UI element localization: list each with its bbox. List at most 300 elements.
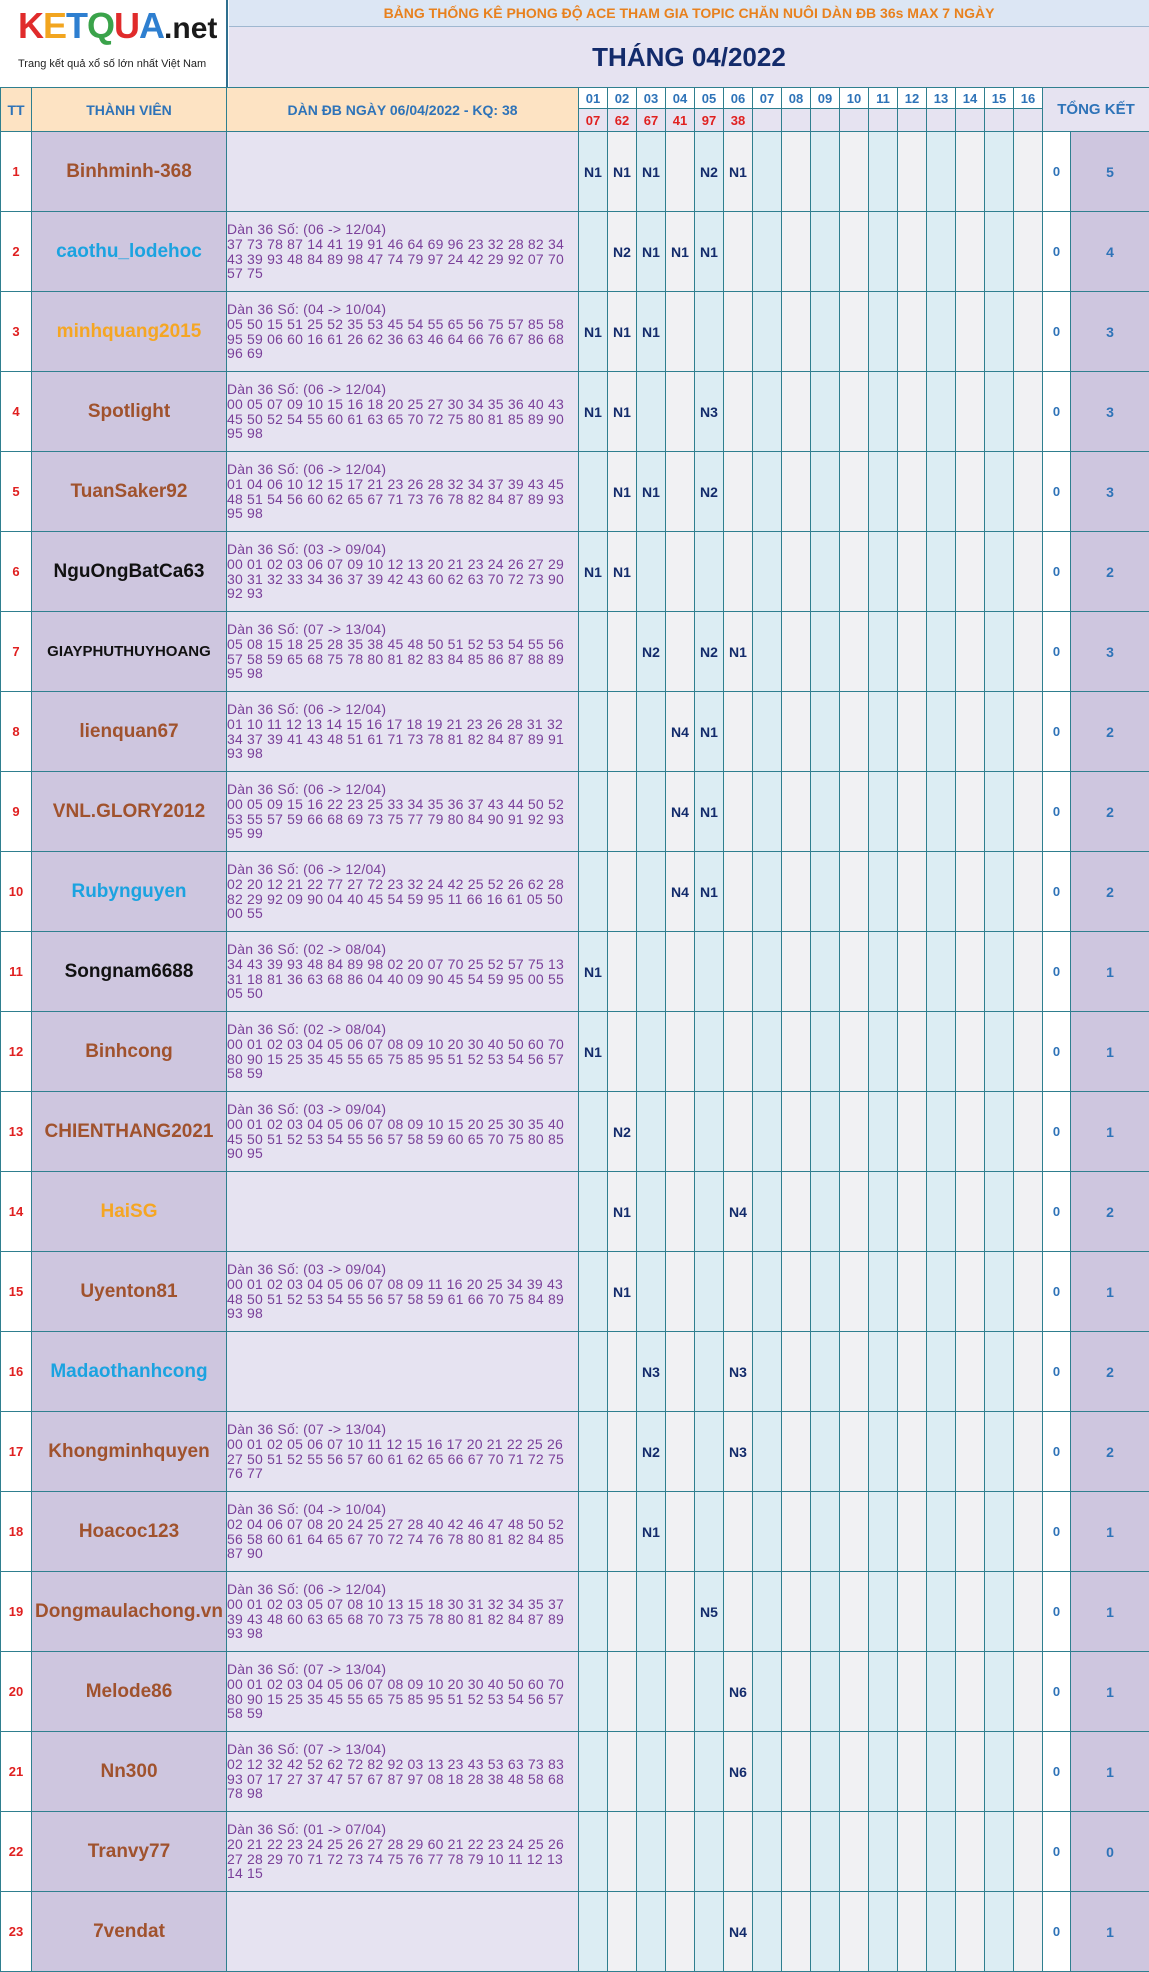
day-mark	[637, 1732, 666, 1812]
day-mark	[898, 1412, 927, 1492]
day-mark	[724, 932, 753, 1012]
day-mark: N1	[608, 292, 637, 372]
member-name[interactable]: caothu_lodehoc	[32, 212, 227, 292]
dan-cell	[227, 292, 579, 372]
dan-cell	[227, 1732, 579, 1812]
table-row	[1, 1492, 1149, 1572]
day-mark	[840, 1012, 869, 1092]
dan-heading: Dàn 36 Số: (07 -> 13/04)	[227, 621, 387, 638]
day-mark	[782, 1332, 811, 1412]
day-mark	[869, 772, 898, 852]
day-mark: N1	[695, 692, 724, 772]
table-row	[1, 132, 1149, 212]
day-mark: N1	[695, 212, 724, 292]
day-mark	[869, 532, 898, 612]
day-mark	[695, 1732, 724, 1812]
dan-heading: Dàn 36 Số: (02 -> 08/04)	[227, 1021, 387, 1038]
day-mark	[869, 1732, 898, 1812]
dan-cell	[227, 1812, 579, 1892]
day-mark	[637, 1092, 666, 1172]
day-mark	[782, 1492, 811, 1572]
stats-table	[0, 87, 1149, 1972]
member-name[interactable]: GIAYPHUTHUYHOANG	[32, 612, 227, 692]
header-day: 02	[608, 88, 637, 109]
dan-heading: Dàn 36 Số: (06 -> 12/04)	[227, 1581, 387, 1598]
day-mark	[753, 452, 782, 532]
day-mark	[869, 1012, 898, 1092]
day-mark: N1	[608, 1172, 637, 1252]
day-mark	[753, 1732, 782, 1812]
day-mark	[956, 772, 985, 852]
day-mark	[695, 1652, 724, 1732]
day-mark	[579, 1732, 608, 1812]
day-mark	[927, 1012, 956, 1092]
dan-heading: Dàn 36 Số: (04 -> 10/04)	[227, 301, 387, 318]
day-mark	[666, 452, 695, 532]
dan-cell	[227, 132, 579, 212]
day-mark	[1014, 132, 1043, 212]
day-mark	[666, 1252, 695, 1332]
member-name[interactable]: Dongmaulachong.vn	[32, 1572, 227, 1652]
member-name[interactable]: Songnam6688	[32, 932, 227, 1012]
day-mark: N1	[666, 212, 695, 292]
day-mark	[637, 1572, 666, 1652]
row-number: 2	[1, 212, 32, 292]
day-mark: N2	[695, 132, 724, 212]
dan-cell	[227, 1172, 579, 1252]
day-mark	[840, 132, 869, 212]
day-mark	[811, 1092, 840, 1172]
day-mark	[1014, 1092, 1043, 1172]
total-count-a: 0	[1043, 932, 1071, 1012]
day-mark	[840, 292, 869, 372]
day-mark	[637, 932, 666, 1012]
day-mark	[666, 1332, 695, 1412]
day-mark	[724, 1252, 753, 1332]
day-mark	[811, 1732, 840, 1812]
day-mark	[840, 1172, 869, 1252]
day-mark	[753, 1572, 782, 1652]
day-mark	[898, 932, 927, 1012]
header-day: 15	[985, 88, 1014, 109]
day-mark: N3	[724, 1412, 753, 1492]
header-result: 67	[637, 109, 666, 132]
day-mark	[927, 1412, 956, 1492]
day-mark	[869, 1092, 898, 1172]
dan-cell	[227, 772, 579, 852]
day-mark	[753, 132, 782, 212]
day-mark	[1014, 372, 1043, 452]
day-mark	[666, 372, 695, 452]
row-number: 21	[1, 1732, 32, 1812]
day-mark	[840, 772, 869, 852]
day-mark	[898, 1892, 927, 1972]
day-mark	[579, 452, 608, 532]
day-mark	[695, 1252, 724, 1332]
day-mark	[579, 1812, 608, 1892]
header-result	[782, 109, 811, 132]
day-mark	[724, 1012, 753, 1092]
member-name[interactable]: Nn300	[32, 1732, 227, 1812]
day-mark	[811, 1252, 840, 1332]
total-count-b: 1	[1071, 1492, 1149, 1572]
day-mark	[869, 1332, 898, 1412]
header-result: 07	[579, 109, 608, 132]
day-mark	[753, 1812, 782, 1892]
table-row	[1, 772, 1149, 852]
total-count-b: 2	[1071, 772, 1149, 852]
day-mark	[608, 852, 637, 932]
day-mark	[782, 1412, 811, 1492]
day-mark	[927, 532, 956, 612]
day-mark	[956, 852, 985, 932]
dan-heading: Dàn 36 Số: (02 -> 08/04)	[227, 941, 387, 958]
total-count-a: 0	[1043, 372, 1071, 452]
member-name[interactable]: Binhcong	[32, 1012, 227, 1092]
total-count-b: 2	[1071, 1412, 1149, 1492]
day-mark: N1	[579, 292, 608, 372]
day-mark	[666, 1172, 695, 1252]
day-mark	[753, 1652, 782, 1732]
day-mark	[782, 772, 811, 852]
day-mark	[840, 1812, 869, 1892]
day-mark	[811, 1012, 840, 1092]
day-mark: N1	[579, 532, 608, 612]
dan-cell	[227, 1572, 579, 1652]
day-mark	[637, 532, 666, 612]
dan-cell	[227, 1332, 579, 1412]
day-mark	[724, 532, 753, 612]
day-mark	[666, 132, 695, 212]
header-result	[1014, 109, 1043, 132]
day-mark	[724, 372, 753, 452]
day-mark	[753, 612, 782, 692]
day-mark: N4	[666, 772, 695, 852]
day-mark	[811, 1492, 840, 1572]
table-row	[1, 1652, 1149, 1732]
row-number: 22	[1, 1812, 32, 1892]
day-mark	[811, 1812, 840, 1892]
total-count-a: 0	[1043, 1572, 1071, 1652]
row-number: 23	[1, 1892, 32, 1972]
table-row	[1, 692, 1149, 772]
dan-numbers: 02 20 12 21 22 77 27 72 23 32 24 42 25 52 26 62 28 82 29 92 09 90 04 40 45 54 59 95 11 66 16 61 05 50 00 55	[227, 875, 564, 922]
day-mark	[608, 1892, 637, 1972]
day-mark	[666, 932, 695, 1012]
day-mark	[608, 1412, 637, 1492]
row-number: 3	[1, 292, 32, 372]
dan-cell	[227, 452, 579, 532]
day-mark	[608, 1812, 637, 1892]
day-mark	[695, 1892, 724, 1972]
member-name[interactable]: Khongminhquyen	[32, 1412, 227, 1492]
day-mark	[637, 1252, 666, 1332]
day-mark	[782, 1652, 811, 1732]
dan-heading: Dàn 36 Số: (04 -> 10/04)	[227, 1501, 387, 1518]
member-name[interactable]: Hoacoc123	[32, 1492, 227, 1572]
member-name[interactable]: TuanSaker92	[32, 452, 227, 532]
day-mark	[869, 1412, 898, 1492]
member-name[interactable]: Binhminh-368	[32, 132, 227, 212]
dan-numbers: 37 73 78 87 14 41 19 91 46 64 69 96 23 32 28 82 34 43 39 93 48 84 89 98 47 74 79 97 24 42 29 92 07 70 57 75	[227, 235, 564, 282]
day-mark	[1014, 1492, 1043, 1572]
day-mark	[869, 1572, 898, 1652]
day-mark: N1	[637, 1492, 666, 1572]
member-name[interactable]: HaiSG	[32, 1172, 227, 1252]
day-mark: N1	[579, 372, 608, 452]
total-count-b: 2	[1071, 1332, 1149, 1412]
day-mark	[695, 932, 724, 1012]
day-mark	[753, 372, 782, 452]
header-result	[753, 109, 782, 132]
total-count-a: 0	[1043, 692, 1071, 772]
day-mark	[985, 1812, 1014, 1892]
day-mark	[782, 1172, 811, 1252]
day-mark	[811, 132, 840, 212]
day-mark	[927, 1572, 956, 1652]
day-mark	[927, 772, 956, 852]
day-mark	[811, 292, 840, 372]
member-name[interactable]: Madaothanhcong	[32, 1332, 227, 1412]
day-mark	[637, 1812, 666, 1892]
table-row	[1, 1012, 1149, 1092]
table-row	[1, 1412, 1149, 1492]
day-mark	[579, 212, 608, 292]
row-number: 11	[1, 932, 32, 1012]
logo-suffix: .net	[164, 12, 218, 45]
dan-heading: Dàn 36 Số: (06 -> 12/04)	[227, 381, 387, 398]
day-mark	[695, 1492, 724, 1572]
dan-heading: Dàn 36 Số: (06 -> 12/04)	[227, 781, 387, 798]
table-row	[1, 212, 1149, 292]
day-mark	[724, 1812, 753, 1892]
day-mark	[753, 532, 782, 612]
header-result: 62	[608, 109, 637, 132]
total-count-b: 4	[1071, 212, 1149, 292]
day-mark	[956, 692, 985, 772]
day-mark	[811, 932, 840, 1012]
total-count-a: 0	[1043, 772, 1071, 852]
row-number: 4	[1, 372, 32, 452]
table-row	[1, 1252, 1149, 1332]
day-mark	[956, 532, 985, 612]
day-mark: N2	[637, 1412, 666, 1492]
day-mark	[637, 1012, 666, 1092]
day-mark	[753, 1012, 782, 1092]
day-mark	[869, 1652, 898, 1732]
dan-numbers: 34 43 39 93 48 84 89 98 02 20 07 70 25 52 57 75 13 31 18 81 36 63 68 86 04 40 09 90 45 54 59 95 00 55 05 50	[227, 955, 564, 1002]
header-result	[985, 109, 1014, 132]
header-result	[898, 109, 927, 132]
day-mark	[782, 532, 811, 612]
day-mark	[1014, 1332, 1043, 1412]
day-mark	[1014, 692, 1043, 772]
dan-numbers: 05 08 15 18 25 28 35 38 45 48 50 51 52 53 54 55 56 57 58 59 65 68 75 78 80 81 82 83 84 85 86 87 88 89 95 98	[227, 635, 564, 682]
day-mark	[666, 1012, 695, 1092]
member-name[interactable]: Melode86	[32, 1652, 227, 1732]
day-mark	[956, 292, 985, 372]
day-mark	[695, 532, 724, 612]
day-mark	[985, 1332, 1014, 1412]
header-result	[927, 109, 956, 132]
day-mark	[869, 212, 898, 292]
total-count-b: 3	[1071, 452, 1149, 532]
dan-numbers: 02 12 32 42 52 62 72 82 92 03 13 23 43 53 63 73 83 93 07 17 27 37 47 57 67 87 97 08 18 28 38 48 58 68 78 98	[227, 1755, 564, 1802]
day-mark	[1014, 1012, 1043, 1092]
day-mark	[985, 612, 1014, 692]
day-mark	[579, 1572, 608, 1652]
day-mark	[637, 372, 666, 452]
member-name[interactable]: minhquang2015	[32, 292, 227, 372]
header-day: 12	[898, 88, 927, 109]
day-mark: N1	[608, 1252, 637, 1332]
day-mark	[782, 1012, 811, 1092]
member-name[interactable]: 7vendat	[32, 1892, 227, 1972]
day-mark	[666, 1572, 695, 1652]
day-mark	[840, 852, 869, 932]
day-mark	[898, 1492, 927, 1572]
day-mark	[927, 932, 956, 1012]
dan-numbers: 00 01 02 03 04 05 06 07 08 09 11 16 20 25 34 39 43 48 50 51 52 53 54 55 56 57 58 59 61 66 70 75 84 89 93 98	[227, 1275, 564, 1322]
total-count-b: 2	[1071, 692, 1149, 772]
member-name[interactable]: Uyenton81	[32, 1252, 227, 1332]
day-mark	[869, 1172, 898, 1252]
header-total: TỔNG KẾT	[1043, 88, 1149, 132]
header-result	[869, 109, 898, 132]
day-mark	[782, 292, 811, 372]
day-mark	[579, 612, 608, 692]
day-mark	[753, 1492, 782, 1572]
table-row	[1, 612, 1149, 692]
day-mark: N1	[724, 612, 753, 692]
member-name[interactable]: Rubynguyen	[32, 852, 227, 932]
total-count-a: 0	[1043, 452, 1071, 532]
day-mark	[579, 852, 608, 932]
day-mark	[579, 1332, 608, 1412]
day-mark: N2	[608, 212, 637, 292]
day-mark	[753, 1092, 782, 1172]
day-mark	[927, 1652, 956, 1732]
member-name[interactable]: VNL.GLORY2012	[32, 772, 227, 852]
day-mark	[840, 1092, 869, 1172]
day-mark	[1014, 452, 1043, 532]
day-mark	[927, 1172, 956, 1252]
day-mark	[898, 692, 927, 772]
row-number: 8	[1, 692, 32, 772]
dan-heading: Dàn 36 Số: (01 -> 07/04)	[227, 1821, 387, 1838]
header-day: 10	[840, 88, 869, 109]
total-count-a: 0	[1043, 852, 1071, 932]
day-mark: N6	[724, 1652, 753, 1732]
member-name[interactable]: Spotlight	[32, 372, 227, 452]
row-number: 16	[1, 1332, 32, 1412]
day-mark	[985, 132, 1014, 212]
day-mark	[985, 1412, 1014, 1492]
day-mark	[985, 1652, 1014, 1732]
dan-numbers: 20 21 22 23 24 25 26 27 28 29 60 21 22 23 24 25 26 27 28 29 70 71 72 73 74 75 76 77 78 79 10 11 12 13 14 15	[227, 1835, 564, 1882]
member-name[interactable]: Tranvy77	[32, 1812, 227, 1892]
day-mark	[753, 212, 782, 292]
header-dan: DÀN ĐB NGÀY 06/04/2022 - KQ: 38	[227, 88, 579, 132]
dan-cell	[227, 1652, 579, 1732]
day-mark	[956, 1892, 985, 1972]
day-mark: N6	[724, 1732, 753, 1812]
dan-numbers: 01 10 11 12 13 14 15 16 17 18 19 21 23 26 28 31 32 34 37 39 41 43 48 51 61 71 73 78 81 82 84 87 89 91 93 98	[227, 715, 564, 762]
day-mark	[840, 612, 869, 692]
total-count-b: 1	[1071, 1732, 1149, 1812]
day-mark	[840, 1892, 869, 1972]
day-mark	[579, 1652, 608, 1732]
day-mark: N3	[724, 1332, 753, 1412]
member-name[interactable]: CHIENTHANG2021	[32, 1092, 227, 1172]
day-mark: N1	[579, 1012, 608, 1092]
day-mark	[782, 692, 811, 772]
day-mark	[811, 372, 840, 452]
header-result	[840, 109, 869, 132]
day-mark	[1014, 772, 1043, 852]
dan-numbers: 00 01 02 03 04 05 06 07 08 09 10 20 30 40 50 60 70 80 90 15 25 35 45 55 65 75 85 95 51 52 53 54 56 57 58 59	[227, 1035, 564, 1082]
day-mark	[608, 1732, 637, 1812]
total-count-b: 1	[1071, 1652, 1149, 1732]
day-mark	[753, 852, 782, 932]
day-mark	[985, 532, 1014, 612]
day-mark	[927, 1492, 956, 1572]
day-mark	[840, 1652, 869, 1732]
total-count-b: 3	[1071, 612, 1149, 692]
day-mark	[608, 1572, 637, 1652]
day-mark	[782, 372, 811, 452]
site-logo[interactable]	[0, 0, 228, 87]
day-mark	[579, 1092, 608, 1172]
total-count-a: 0	[1043, 1732, 1071, 1812]
day-mark: N2	[637, 612, 666, 692]
total-count-a: 0	[1043, 132, 1071, 212]
total-count-a: 0	[1043, 1332, 1071, 1412]
day-mark	[1014, 1572, 1043, 1652]
day-mark	[927, 852, 956, 932]
table-body	[1, 132, 1149, 1972]
header-member: THÀNH VIÊN	[32, 88, 227, 132]
total-count-a: 0	[1043, 1092, 1071, 1172]
day-mark	[724, 1092, 753, 1172]
day-mark	[724, 452, 753, 532]
day-mark	[898, 132, 927, 212]
day-mark	[637, 1892, 666, 1972]
table-row	[1, 372, 1149, 452]
member-name[interactable]: lienquan67	[32, 692, 227, 772]
day-mark	[840, 532, 869, 612]
day-mark	[1014, 1172, 1043, 1252]
total-count-a: 0	[1043, 612, 1071, 692]
day-mark	[724, 692, 753, 772]
day-mark	[724, 1572, 753, 1652]
day-mark	[724, 292, 753, 372]
dan-numbers: 00 01 02 03 04 05 06 07 08 09 10 20 30 40 50 60 70 80 90 15 25 35 45 55 65 75 85 95 51 52 53 54 56 57 58 59	[227, 1675, 564, 1722]
day-mark	[898, 1012, 927, 1092]
member-name[interactable]: NguOngBatCa63	[32, 532, 227, 612]
day-mark	[753, 692, 782, 772]
total-count-a: 0	[1043, 212, 1071, 292]
day-mark	[695, 1092, 724, 1172]
day-mark	[985, 1572, 1014, 1652]
dan-heading: Dàn 36 Số: (07 -> 13/04)	[227, 1421, 387, 1438]
day-mark	[927, 212, 956, 292]
logo-tagline: Trang kết quả xổ số lớn nhất Việt Nam	[18, 58, 207, 70]
day-mark	[840, 932, 869, 1012]
header-result: 41	[666, 109, 695, 132]
day-mark	[782, 452, 811, 532]
day-mark: N1	[608, 452, 637, 532]
